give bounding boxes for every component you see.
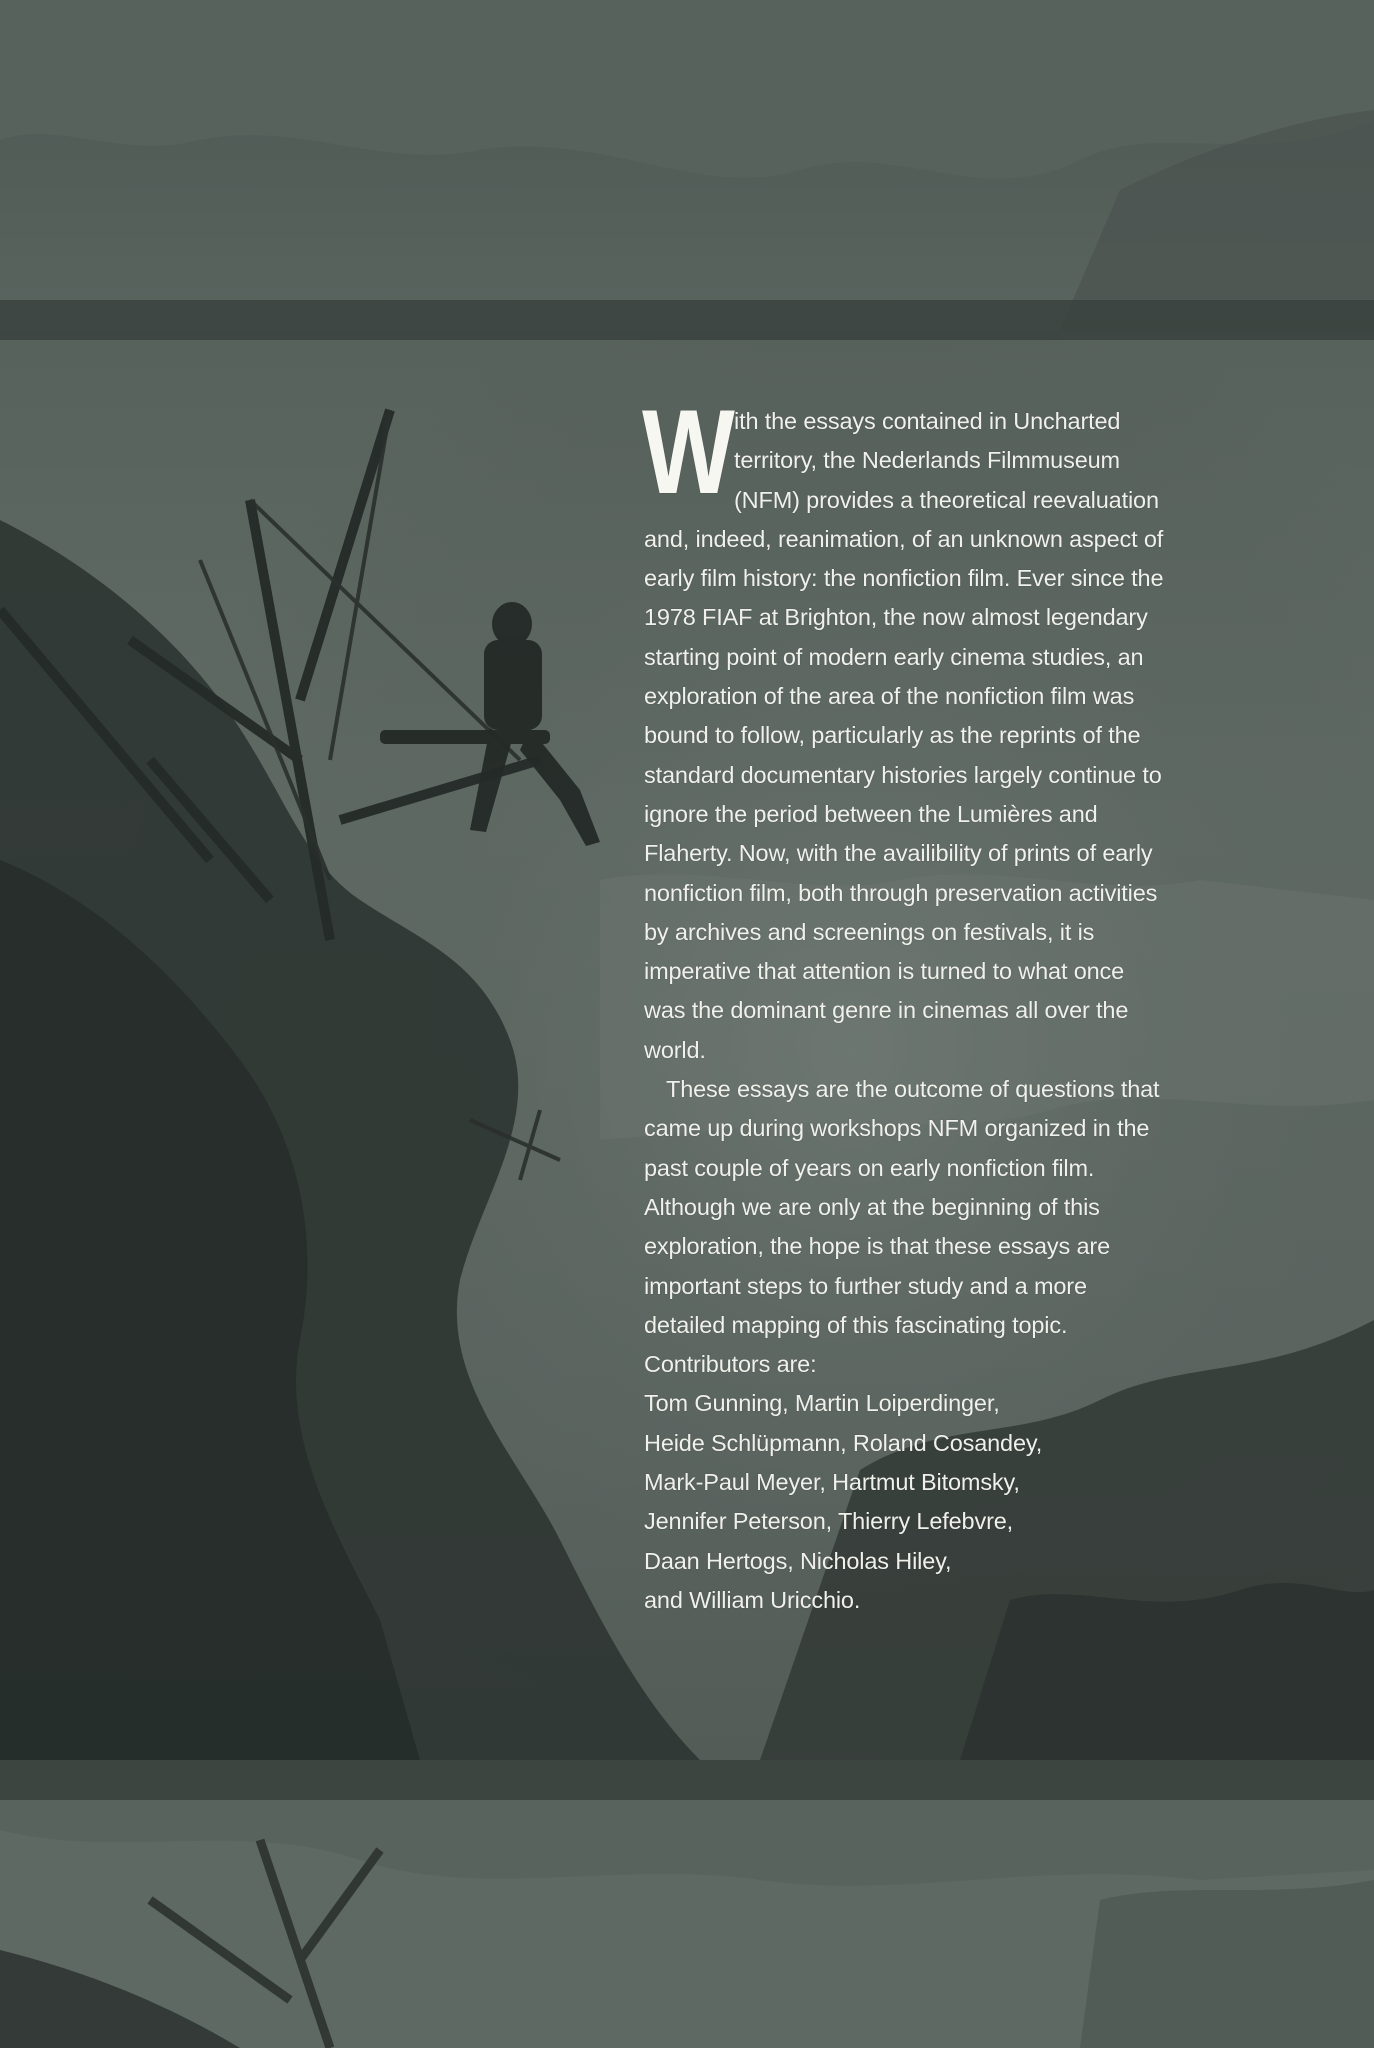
contributors-line: and William Uricchio.	[644, 1586, 861, 1613]
contributors-line: Jennifer Peterson, Thierry Lefebvre,	[644, 1508, 1014, 1535]
contributors-line: Daan Hertogs, Nicholas Hiley,	[644, 1547, 952, 1574]
blurb-text	[642, 385, 1164, 1620]
contributors-line: Tom Gunning, Martin Loiperdinger,	[644, 1390, 1000, 1417]
drop-cap: W	[642, 385, 730, 519]
blurb-paragraph-1	[642, 385, 1164, 1070]
contributors-list	[644, 1384, 1164, 1620]
contributors-line: Heide Schlüpmann, Roland Cosandey,	[644, 1429, 1043, 1456]
blurb-paragraph-2: These essays are the outcome of questions that came up during workshops NFM organized in the past couple of years on early nonfiction film. Although we are only at the beginning of this exploration, the hope is that these essays are important steps to further study and a more detailed mapping of this fascinating topic. Contributors are:	[644, 1076, 1160, 1378]
blurb-paragraph-1-text: ith the essays contained in Uncharted territory, the Nederlands Filmmuseum (NFM) provides a theoretical reevaluation and, indeed, reanimation, of an unknown aspect of early film history: the nonfiction film. Ever since the 1978 FIAF at Brighton, the now almost legendary starting point of modern early cinema studies, an exploration of the area of the nonfiction film was bound to follow, particularly as the reprints of the standard documentary histories largely continue to ignore the period between the Lumières and Flaherty. Now, with the availibility of prints of early nonfiction film, both through preservation activities by archives and screenings on festivals, it is imperative that attention is turned to what once was the dominant genre in cinemas all over the world.	[644, 408, 1164, 1063]
contributors-line: Mark-Paul Meyer, Hartmut Bitomsky,	[644, 1469, 1020, 1496]
